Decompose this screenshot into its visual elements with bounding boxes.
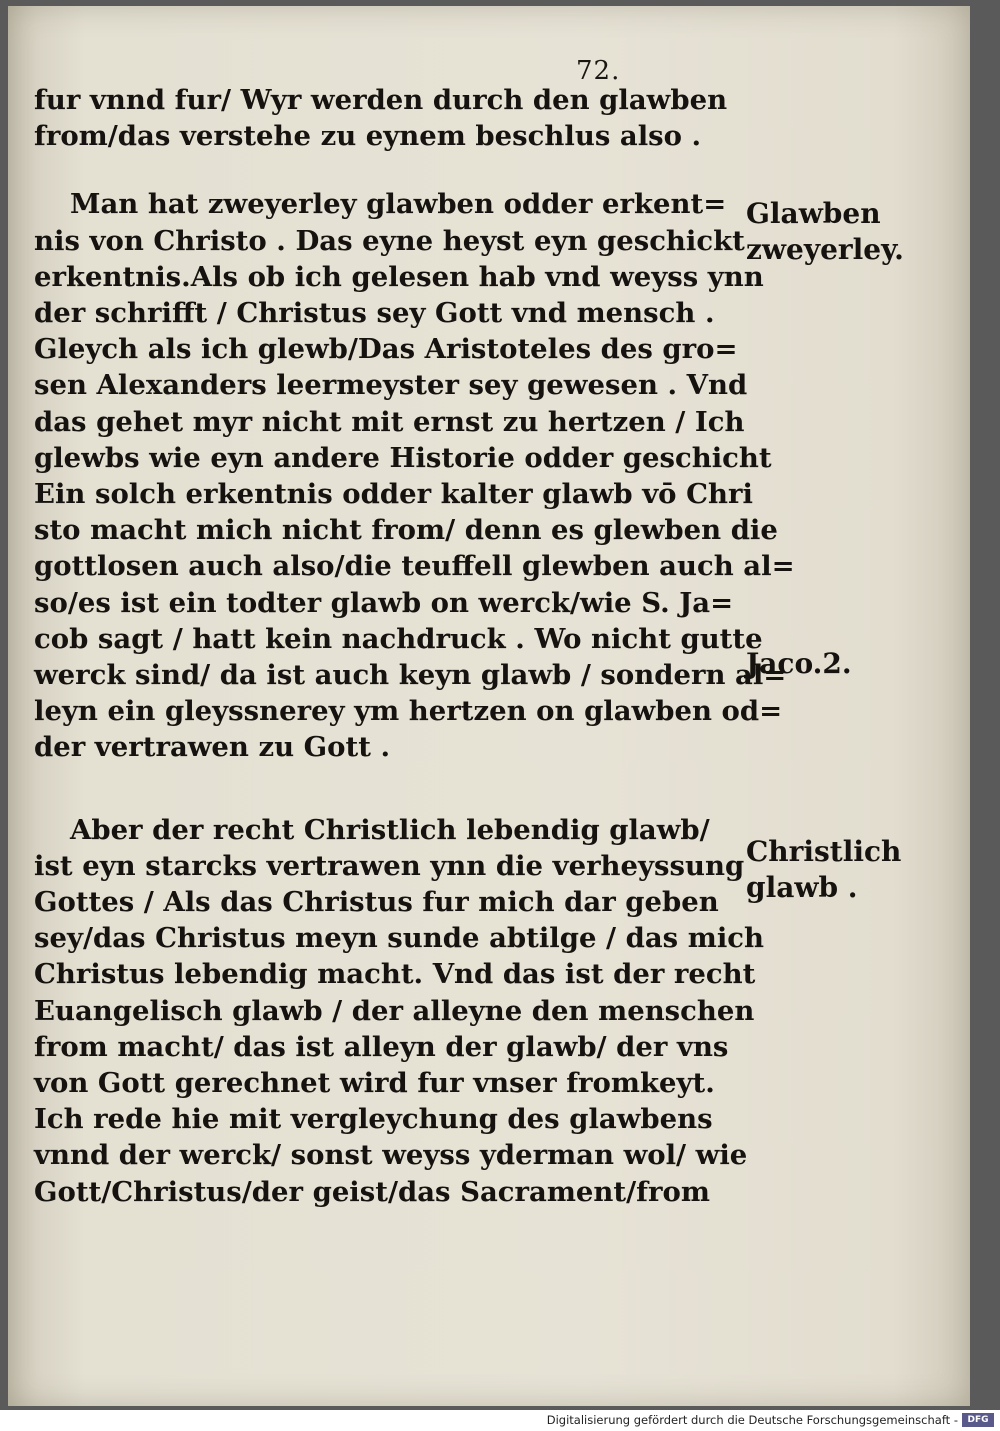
text-line: Euangelisch glawb / der alleyne den menschen [34,994,755,1027]
text-line: leyn ein gleyssnerey ym hertzen on glawben od= [34,695,783,728]
text-line: von Gott gerechnet wird fur vnser fromkeyt. [34,1067,715,1100]
margin-note-line: glawb . [746,871,858,904]
margin-note-line: Christlich [746,835,902,868]
text-line: sen Alexanders leermeyster sey gewesen . Vnd [34,369,748,402]
text-line: Man hat zweyerley glawben odder erkent= [70,188,727,221]
margin-note-line: zweyerley. [746,233,904,266]
footer-bar [0,1410,1000,1431]
text-line: Ich rede hie mit vergleychung des glawbens [34,1103,713,1136]
text-line: Gott/Christus/der geist/das Sacrament/from [34,1175,710,1208]
text-line: glewbs wie eyn andere Historie odder geschicht [34,441,772,474]
page-number: 72. [576,56,621,86]
text-line: der schrifft / Christus sey Gott vnd mensch . [34,297,715,330]
margin-note-line: Glawben [746,197,881,230]
paragraph-2 [34,186,795,765]
text-line: fur vnnd fur/ Wyr werden durch den glawben [34,84,728,116]
paragraph-3 [34,812,765,1210]
margin-note-glawben [746,196,966,268]
text-line: so/es ist ein todter glawb on werck/wie S. Ja= [34,586,734,619]
dfg-logo: DFG [962,1413,994,1427]
page-body [34,82,795,1210]
text-line: from macht/ das ist alleyn der glawb/ der vns [34,1030,729,1063]
text-line: sto macht mich nicht from/ denn es glewben die [34,514,778,547]
text-line: sey/das Christus meyn sunde abtilge / das mich [34,922,765,955]
text-line: werck sind/ da ist auch keyn glawb / sondern al= [34,659,787,692]
margin-note-jaco [746,646,966,682]
text-line: Christus lebendig macht. Vnd das ist der recht [34,958,756,991]
text-line: das gehet myr nicht mit ernst zu hertzen / Ich [34,405,745,438]
text-line: Gottes / Als das Christus fur mich dar geben [34,886,719,919]
text-line: nis von Christo . Das eyne heyst eyn geschickt [34,224,745,257]
text-line: from/das verstehe zu eynem beschlus also . [34,120,702,153]
text-line: Aber der recht Christlich lebendig glawb/ [70,813,710,846]
text-line: Ein solch erkentnis odder kalter glawb vō Chri [34,478,753,511]
text-line: ist eyn starcks vertrawen ynn die verheyssung [34,849,745,882]
text-line: Gleych als ich glewb/Das Aristoteles des gro= [34,333,738,366]
text-line: cob sagt / hatt kein nachdruck . Wo nicht gutte [34,622,763,655]
text-line: vnnd der werck/ sonst weyss yderman wol/ wie [34,1139,748,1172]
margin-note-christlich [746,834,966,906]
margin-note-line: Jaco.2. [746,647,852,680]
funding-credit: Digitalisierung gefördert durch die Deutsche Forschungsgemeinschaft - [546,1413,958,1427]
text-line: der vertrawen zu Gott . [34,731,391,764]
text-line: gottlosen auch also/die teuffell glewben auch al= [34,550,795,583]
text-line: erkentnis.Als ob ich gelesen hab vnd weyss ynn [34,260,764,293]
paragraph-1 [34,82,746,154]
